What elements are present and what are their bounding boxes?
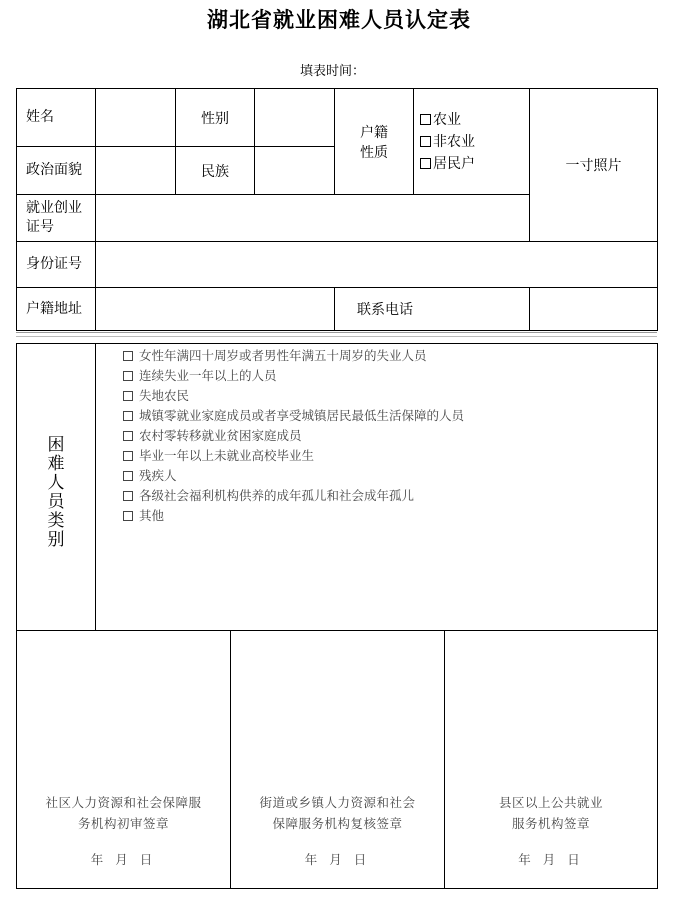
political-status-field[interactable] (96, 147, 176, 195)
category-item[interactable]: 连续失业一年以上的人员 (123, 366, 657, 386)
checkbox-icon[interactable] (123, 491, 133, 501)
address-label: 户籍地址 (17, 288, 96, 331)
checkbox-icon[interactable] (420, 158, 431, 169)
date-label: 年 月 日 (90, 852, 157, 867)
date-label: 年 月 日 (518, 852, 584, 867)
checkbox-icon[interactable] (123, 431, 133, 441)
employment-cert-label: 就业创业 证号 (17, 195, 96, 242)
category-label-char: 别 (47, 530, 65, 550)
political-status-label: 政治面貌 (17, 147, 96, 195)
personal-info-table (16, 88, 658, 331)
checkbox-icon[interactable] (123, 451, 133, 461)
option-resident[interactable]: 居民户 (414, 153, 529, 175)
household-type-options (414, 89, 530, 195)
form-title: 湖北省就业困难人员认定表 (207, 8, 471, 32)
street-review-signature[interactable]: 街道或乡镇人力资源和社会 保障服务机构复核签章 年 月 日 (231, 631, 445, 889)
checkbox-icon[interactable] (123, 371, 133, 381)
checkbox-icon[interactable] (123, 391, 133, 401)
option-non-agricultural[interactable]: 非农业 (414, 131, 529, 153)
id-number-label: 身份证号 (17, 242, 96, 288)
category-item[interactable]: 失地农民 (123, 386, 657, 406)
category-label-char: 人 (47, 473, 65, 493)
photo-box[interactable]: 一寸照片 (530, 89, 658, 242)
category-item[interactable]: 毕业一年以上未就业高校毕业生 (123, 446, 657, 466)
fill-time-label: 填表时间： (300, 64, 366, 79)
phone-field[interactable] (530, 288, 658, 331)
category-item[interactable]: 各级社会福利机构供养的成年孤儿和社会成年孤儿 (123, 486, 657, 506)
divider (16, 336, 657, 337)
community-review-signature[interactable]: 社区人力资源和社会保障服 务机构初审签章 年 月 日 (17, 631, 231, 889)
checkbox-icon[interactable] (123, 471, 133, 481)
category-label (17, 344, 96, 631)
checkbox-icon[interactable] (420, 136, 431, 147)
name-label: 姓名 (17, 89, 96, 147)
category-item[interactable]: 女性年满四十周岁或者男性年满五十周岁的失业人员 (123, 346, 657, 366)
checkbox-icon[interactable] (123, 511, 133, 521)
category-label-char: 类 (47, 511, 65, 531)
employment-cert-field[interactable] (96, 195, 530, 242)
checkbox-icon[interactable] (123, 351, 133, 361)
checkbox-icon[interactable] (123, 411, 133, 421)
gender-label: 性别 (176, 89, 255, 147)
category-item[interactable]: 城镇零就业家庭成员或者享受城镇居民最低生活保障的人员 (123, 406, 657, 426)
ethnicity-label: 民族 (176, 147, 255, 195)
county-agency-signature[interactable]: 县区以上公共就业 服务机构签章 年 月 日 (445, 631, 658, 889)
ethnicity-field[interactable] (255, 147, 335, 195)
category-list (96, 344, 658, 631)
divider (16, 332, 657, 333)
phone-label: 联系电话 (335, 288, 530, 331)
date-label: 年 月 日 (304, 852, 371, 867)
name-field[interactable] (96, 89, 176, 147)
option-agricultural[interactable]: 农业 (414, 109, 529, 131)
category-label-char: 困 (47, 435, 65, 455)
gender-field[interactable] (255, 89, 335, 147)
category-item[interactable]: 其他 (123, 506, 657, 526)
category-label-char: 员 (47, 492, 65, 512)
household-type-label: 户籍 性质 (335, 89, 414, 195)
category-table (16, 343, 658, 889)
id-number-field[interactable] (96, 242, 658, 288)
category-label-char: 难 (47, 454, 65, 474)
category-item[interactable]: 残疾人 (123, 466, 657, 486)
checkbox-icon[interactable] (420, 114, 431, 125)
address-field[interactable] (96, 288, 335, 331)
category-item[interactable]: 农村零转移就业贫困家庭成员 (123, 426, 657, 446)
